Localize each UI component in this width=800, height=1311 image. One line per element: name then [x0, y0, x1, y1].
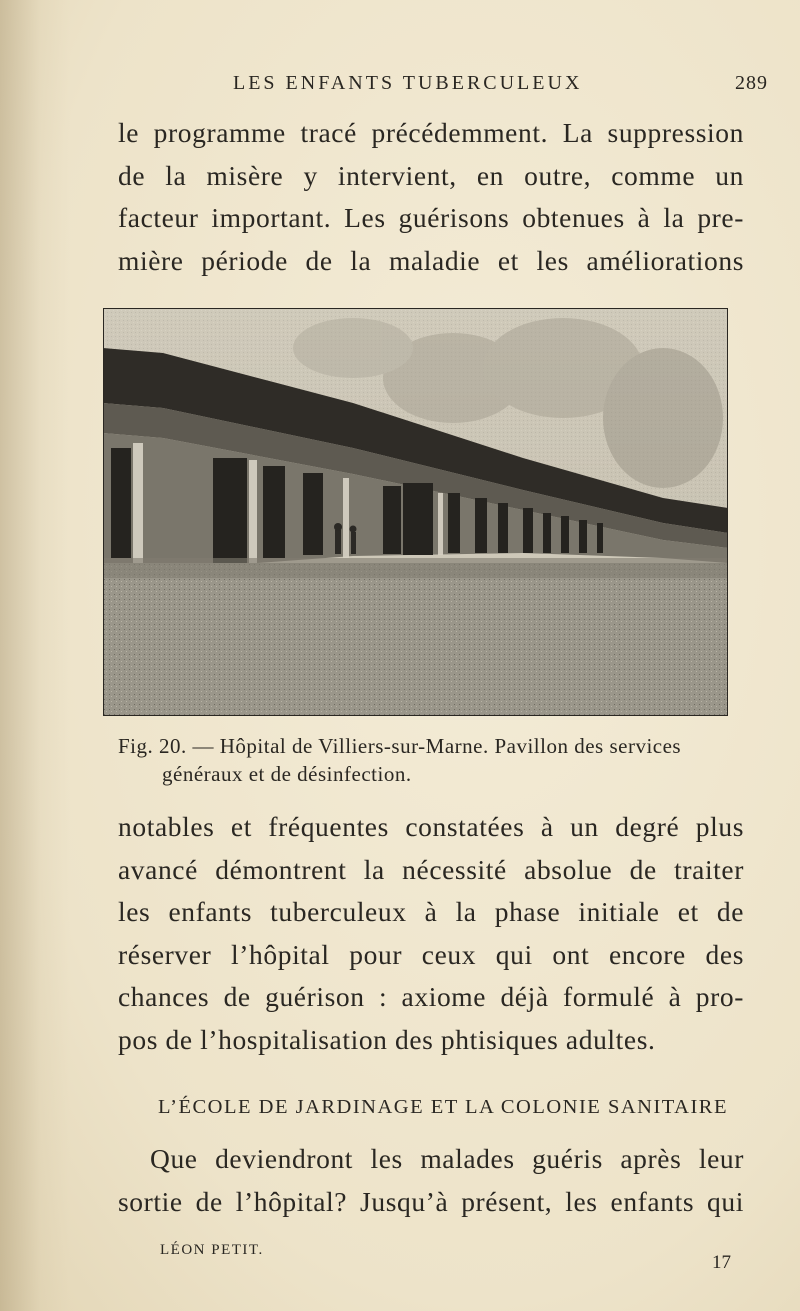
section-heading: L’ÉCOLE DE JARDINAGE ET LA COLONIE SANITAIRE: [158, 1096, 728, 1118]
text-line: Que deviendront les malades guéris après leur: [150, 1143, 744, 1174]
text-line: pos de l’hospitalisation des phtisiques adultes.: [118, 1023, 656, 1055]
text-line: mière période de la maladie et les améliorations: [118, 244, 744, 276]
text-line: réserver l’hôpital pour ceux qui ont encore des: [118, 938, 744, 970]
text-line: les enfants tuberculeux à la phase initiale et de: [118, 896, 744, 927]
paragraph-1: [118, 112, 744, 282]
photo-ground: [103, 563, 728, 716]
text-line: le programme tracé précédemment. La suppression: [118, 117, 744, 148]
hospital-photograph: [103, 308, 728, 716]
signature-mark: LÉON PETIT.: [160, 1242, 264, 1258]
caption-line-2: généraux et de désinfection.: [162, 762, 412, 786]
text-line: chances de guérison : axiome déjà formulé à pro-: [118, 981, 744, 1012]
running-title: LES ENFANTS TUBERCULEUX: [233, 72, 583, 94]
figure-caption: [118, 732, 758, 788]
folio-number: 17: [712, 1252, 731, 1273]
running-head: [108, 72, 768, 102]
text-line: notables et fréquentes constatées à un degré plus: [118, 811, 744, 842]
text-line: de la misère y intervient, en outre, comme un: [118, 159, 744, 191]
paragraph-3: [118, 1138, 744, 1223]
page-number: 289: [735, 72, 768, 94]
text-line: facteur important. Les guérisons obtenues à la pre-: [118, 202, 744, 233]
text-line: avancé démontrent la nécessité absolue de traiter: [118, 853, 744, 885]
paragraph-2: [118, 806, 744, 1061]
caption-line-1: Fig. 20. — Hôpital de Villiers-sur-Marne. Pavillon des services: [118, 734, 682, 758]
text-line: sortie de l’hôpital? Jusqu’à présent, les enfants qui: [118, 1185, 744, 1217]
